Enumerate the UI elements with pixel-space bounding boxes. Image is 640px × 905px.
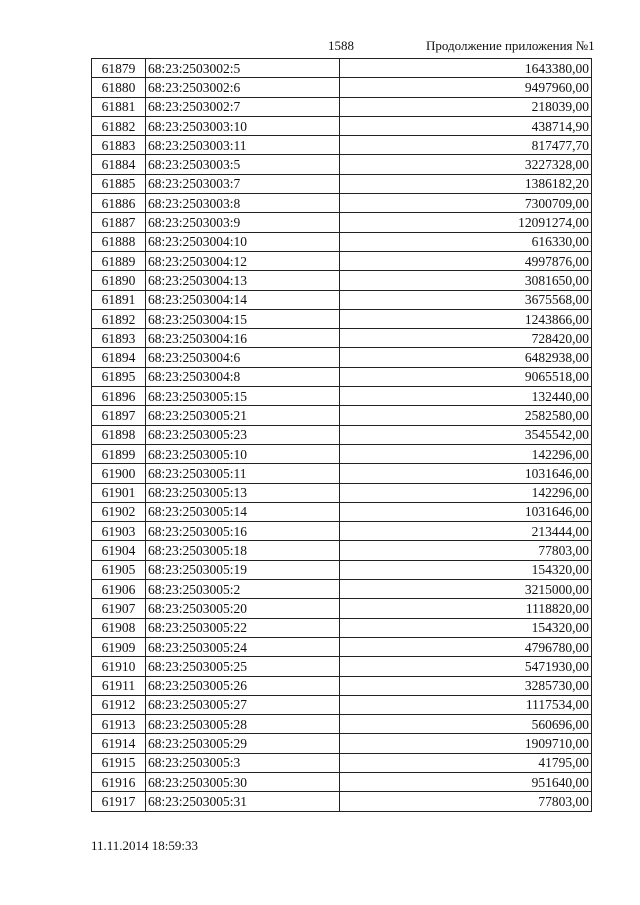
cadastral-number-cell: 68:23:2503003:9: [146, 213, 340, 232]
row-number-cell: 61913: [92, 715, 146, 734]
table-row: [92, 367, 592, 386]
cadastral-number-cell: 68:23:2503005:24: [146, 637, 340, 656]
row-number-cell: 61910: [92, 657, 146, 676]
table-row: [92, 483, 592, 502]
cadastral-number-cell: 68:23:2503005:28: [146, 715, 340, 734]
table-body: [92, 59, 592, 812]
row-number-cell: 61900: [92, 464, 146, 483]
row-number-cell: 61912: [92, 695, 146, 714]
row-number-cell: 61883: [92, 136, 146, 155]
row-number-cell: 61905: [92, 560, 146, 579]
cadastral-value-cell: 1118820,00: [340, 599, 592, 618]
table-row: [92, 213, 592, 232]
row-number-cell: 61889: [92, 251, 146, 270]
cadastral-number-cell: 68:23:2503004:15: [146, 309, 340, 328]
row-number-cell: 61898: [92, 425, 146, 444]
table-row: [92, 444, 592, 463]
cadastral-number-cell: 68:23:2503004:6: [146, 348, 340, 367]
cadastral-value-cell: 7300709,00: [340, 194, 592, 213]
cadastral-value-cell: 213444,00: [340, 522, 592, 541]
cadastral-number-cell: 68:23:2503005:21: [146, 406, 340, 425]
cadastral-number-cell: 68:23:2503004:10: [146, 232, 340, 251]
cadastral-value-cell: 9497960,00: [340, 78, 592, 97]
cadastral-value-cell: 438714,90: [340, 116, 592, 135]
row-number-cell: 61899: [92, 444, 146, 463]
table-row: [92, 348, 592, 367]
cadastral-value-cell: 132440,00: [340, 387, 592, 406]
table-row: [92, 329, 592, 348]
table-row: [92, 560, 592, 579]
cadastral-value-cell: 728420,00: [340, 329, 592, 348]
cadastral-number-cell: 68:23:2503004:14: [146, 290, 340, 309]
cadastral-value-cell: 3545542,00: [340, 425, 592, 444]
cadastral-number-cell: 68:23:2503003:5: [146, 155, 340, 174]
row-number-cell: 61881: [92, 97, 146, 116]
row-number-cell: 61884: [92, 155, 146, 174]
row-number-cell: 61906: [92, 580, 146, 599]
cadastral-value-cell: 3227328,00: [340, 155, 592, 174]
cadastral-value-cell: 817477,70: [340, 136, 592, 155]
cadastral-number-cell: 68:23:2503005:31: [146, 792, 340, 811]
cadastral-number-cell: 68:23:2503005:15: [146, 387, 340, 406]
cadastral-value-cell: 3215000,00: [340, 580, 592, 599]
cadastral-number-cell: 68:23:2503005:11: [146, 464, 340, 483]
cadastral-value-cell: 1243866,00: [340, 309, 592, 328]
table-row: [92, 464, 592, 483]
cadastral-value-cell: 1117534,00: [340, 695, 592, 714]
table-row: [92, 772, 592, 791]
cadastral-value-cell: 77803,00: [340, 541, 592, 560]
row-number-cell: 61917: [92, 792, 146, 811]
row-number-cell: 61887: [92, 213, 146, 232]
cadastral-number-cell: 68:23:2503005:23: [146, 425, 340, 444]
table-row: [92, 425, 592, 444]
cadastral-number-cell: 68:23:2503005:27: [146, 695, 340, 714]
cadastral-number-cell: 68:23:2503005:29: [146, 734, 340, 753]
page-number: 1588: [328, 38, 354, 53]
cadastral-value-cell: 154320,00: [340, 560, 592, 579]
cadastral-value-cell: 9065518,00: [340, 367, 592, 386]
table-row: [92, 637, 592, 656]
cadastral-number-cell: 68:23:2503005:19: [146, 560, 340, 579]
table-row: [92, 676, 592, 695]
cadastral-value-table: [91, 58, 592, 812]
cadastral-value-cell: 1386182,20: [340, 174, 592, 193]
table-row: [92, 97, 592, 116]
table-row: [92, 59, 592, 78]
table-row: [92, 522, 592, 541]
table-row: [92, 406, 592, 425]
cadastral-value-cell: 3081650,00: [340, 271, 592, 290]
cadastral-number-cell: 68:23:2503005:26: [146, 676, 340, 695]
row-number-cell: 61893: [92, 329, 146, 348]
table-row: [92, 387, 592, 406]
cadastral-number-cell: 68:23:2503005:14: [146, 502, 340, 521]
row-number-cell: 61908: [92, 618, 146, 637]
cadastral-value-cell: 4997876,00: [340, 251, 592, 270]
cadastral-number-cell: 68:23:2503003:11: [146, 136, 340, 155]
cadastral-value-cell: 218039,00: [340, 97, 592, 116]
table-row: [92, 753, 592, 772]
table-row: [92, 116, 592, 135]
cadastral-value-cell: 142296,00: [340, 444, 592, 463]
table-row: [92, 541, 592, 560]
cadastral-value-cell: 6482938,00: [340, 348, 592, 367]
table-row: [92, 232, 592, 251]
table-row: [92, 309, 592, 328]
row-number-cell: 61880: [92, 78, 146, 97]
cadastral-value-cell: 4796780,00: [340, 637, 592, 656]
cadastral-value-cell: 2582580,00: [340, 406, 592, 425]
cadastral-number-cell: 68:23:2503004:16: [146, 329, 340, 348]
cadastral-number-cell: 68:23:2503005:13: [146, 483, 340, 502]
row-number-cell: 61879: [92, 59, 146, 78]
cadastral-value-cell: 77803,00: [340, 792, 592, 811]
cadastral-value-cell: 154320,00: [340, 618, 592, 637]
cadastral-value-cell: 1643380,00: [340, 59, 592, 78]
cadastral-value-cell: 1909710,00: [340, 734, 592, 753]
cadastral-number-cell: 68:23:2503003:10: [146, 116, 340, 135]
table-row: [92, 136, 592, 155]
cadastral-value-cell: 41795,00: [340, 753, 592, 772]
cadastral-value-cell: 5471930,00: [340, 657, 592, 676]
row-number-cell: 61903: [92, 522, 146, 541]
cadastral-number-cell: 68:23:2503003:7: [146, 174, 340, 193]
table-row: [92, 502, 592, 521]
table-row: [92, 174, 592, 193]
table-row: [92, 695, 592, 714]
row-number-cell: 61891: [92, 290, 146, 309]
row-number-cell: 61894: [92, 348, 146, 367]
table-row: [92, 155, 592, 174]
table-row: [92, 271, 592, 290]
table-row: [92, 290, 592, 309]
continuation-title: Продолжение приложения №1: [426, 38, 595, 53]
row-number-cell: 61896: [92, 387, 146, 406]
cadastral-number-cell: 68:23:2503002:7: [146, 97, 340, 116]
row-number-cell: 61916: [92, 772, 146, 791]
cadastral-number-cell: 68:23:2503003:8: [146, 194, 340, 213]
table-row: [92, 599, 592, 618]
cadastral-number-cell: 68:23:2503005:22: [146, 618, 340, 637]
cadastral-value-cell: 951640,00: [340, 772, 592, 791]
row-number-cell: 61897: [92, 406, 146, 425]
row-number-cell: 61901: [92, 483, 146, 502]
table-row: [92, 194, 592, 213]
row-number-cell: 61911: [92, 676, 146, 695]
row-number-cell: 61909: [92, 637, 146, 656]
cadastral-number-cell: 68:23:2503004:13: [146, 271, 340, 290]
cadastral-number-cell: 68:23:2503005:30: [146, 772, 340, 791]
cadastral-number-cell: 68:23:2503005:16: [146, 522, 340, 541]
row-number-cell: 61888: [92, 232, 146, 251]
cadastral-number-cell: 68:23:2503005:3: [146, 753, 340, 772]
table-row: [92, 792, 592, 811]
table-row: [92, 251, 592, 270]
cadastral-number-cell: 68:23:2503004:12: [146, 251, 340, 270]
row-number-cell: 61892: [92, 309, 146, 328]
cadastral-number-cell: 68:23:2503005:20: [146, 599, 340, 618]
row-number-cell: 61904: [92, 541, 146, 560]
table-row: [92, 580, 592, 599]
row-number-cell: 61885: [92, 174, 146, 193]
cadastral-value-cell: 1031646,00: [340, 502, 592, 521]
row-number-cell: 61914: [92, 734, 146, 753]
cadastral-number-cell: 68:23:2503005:25: [146, 657, 340, 676]
cadastral-number-cell: 68:23:2503005:2: [146, 580, 340, 599]
cadastral-value-cell: 12091274,00: [340, 213, 592, 232]
cadastral-number-cell: 68:23:2503004:8: [146, 367, 340, 386]
row-number-cell: 61895: [92, 367, 146, 386]
cadastral-value-cell: 1031646,00: [340, 464, 592, 483]
table-row: [92, 657, 592, 676]
table-row: [92, 78, 592, 97]
row-number-cell: 61882: [92, 116, 146, 135]
row-number-cell: 61890: [92, 271, 146, 290]
cadastral-value-cell: 560696,00: [340, 715, 592, 734]
table-row: [92, 715, 592, 734]
table-row: [92, 734, 592, 753]
cadastral-value-cell: 616330,00: [340, 232, 592, 251]
cadastral-value-cell: 3675568,00: [340, 290, 592, 309]
row-number-cell: 61886: [92, 194, 146, 213]
cadastral-number-cell: 68:23:2503005:18: [146, 541, 340, 560]
cadastral-number-cell: 68:23:2503005:10: [146, 444, 340, 463]
cadastral-number-cell: 68:23:2503002:6: [146, 78, 340, 97]
cadastral-value-cell: 142296,00: [340, 483, 592, 502]
print-timestamp: 11.11.2014 18:59:33: [91, 838, 199, 853]
row-number-cell: 61907: [92, 599, 146, 618]
row-number-cell: 61902: [92, 502, 146, 521]
table-row: [92, 618, 592, 637]
cadastral-number-cell: 68:23:2503002:5: [146, 59, 340, 78]
cadastral-value-cell: 3285730,00: [340, 676, 592, 695]
row-number-cell: 61915: [92, 753, 146, 772]
